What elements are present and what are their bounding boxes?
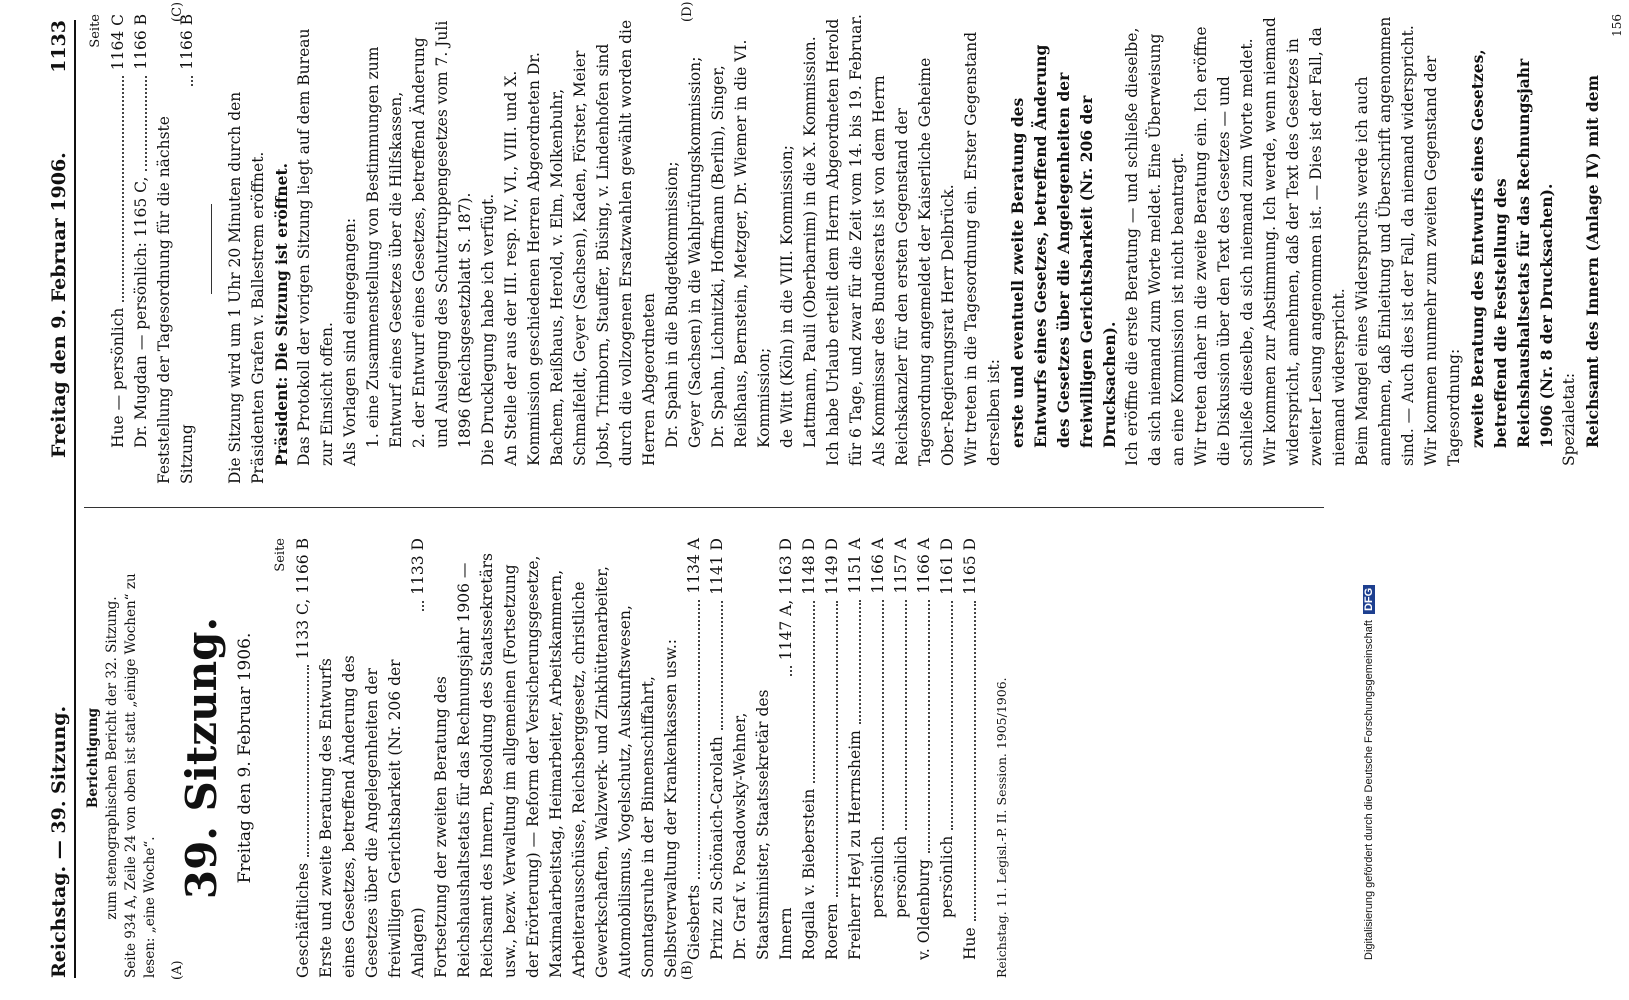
paragraph: zweite Beratung des Entwurfs eines Gesetzes, betreffend die Feststellung des Reichshaushaltsetats für das Rechnungsjahr 1906 (Nr. 8 der Drucksachen). <box>1468 49 1556 448</box>
paragraph: Wir kommen nunmehr zum zweiten Gegenstand der Tagesordnung: <box>1422 55 1463 466</box>
page-number: 1133 <box>48 20 70 73</box>
paragraph: Reichsamt des Innern (Anlage IV) mit dem <box>1583 75 1602 448</box>
right-column <box>84 14 1629 484</box>
header-date: Freitag den 9. Februar 1906. <box>48 152 70 458</box>
paragraph: Spezialetat: <box>1560 372 1578 466</box>
speaker-entry: Roeren 1149 D <box>823 538 841 960</box>
paragraph: Die Sitzung wird um 1 Uhr 20 Minuten durch den Präsidenten Grafen v. Ballestrem eröffnet. <box>226 91 267 484</box>
toc-entry: Dr. Mugdan — persönlich: 1165 C, 1166 B <box>132 14 150 448</box>
speaker-entry: persönlich 1161 D <box>938 538 956 918</box>
correction-text: Seite 934 A, Zeile 24 von oben ist statt „einige Wochen“ zu lesen: „eine Woche“. <box>123 573 158 978</box>
paragraph: Dr. Spahn, Lichnitzki, Hoffmann (Berlin), Singer, Reißhaus, Bernstein, Metzger, Dr. Wiemer in die VI. Kommission; <box>709 39 773 448</box>
header-left: Reichstag. — 39. Sitzung. <box>48 705 70 978</box>
paragraph: erste und eventuell zweite Beratung des Entwurfs eines Gesetzes, betreffend Änderung des Gesetzes über die Angelegenheiten der freiwilligen Gerichtsbarkeit (Nr. 206 der Drucksachen). <box>1008 44 1119 448</box>
paragraph: An Stelle der aus der III. resp. IV., VI., VIII. und X. Kommission geschiedenen Herren Abgeordneten Dr. Bachem, Reißhaus, Herold, v. Elm, Molkenbuhr, Schmalfeldt, Geyer (Sachsen), Kaden, Förster, Meier Jobst, Trimborn, Stauffer, Büsing, v. Lindenhofen sind durch die vollzogenen Ersatzwahlen gewählt worden die Herren Abgeordneten <box>502 19 658 466</box>
speaker-entry: Freiherr Heyl zu Herrnsheim 1151 A <box>846 538 864 960</box>
paragraph: Geyer (Sachsen) in die Wahlprüfungskommission; <box>686 56 704 448</box>
paragraph: Als Kommissar des Bundesrats ist von dem Herrn Reichskanzler für den ersten Gegenstand der Tagesordnung angemeldet der Kaiserliche Geheime Ober-Regierungsrat Herr Delbrück. <box>870 57 957 466</box>
paragraph: Die Drucklegung habe ich verfügt. <box>479 193 497 466</box>
session-date: Freitag den 9. Februar 1906. <box>235 632 255 884</box>
paragraph: Wir kommen zur Abstimmung. Ich werde, wenn niemand widerspricht, annehmen, daß der Text des Gesetzes in zweiter Lesung angenommen ist. — Dies ist der Fall, da niemand widerspricht. <box>1261 17 1348 466</box>
paragraph: Das Protokoll der vorigen Sitzung liegt auf dem Bureau zur Einsicht offen. <box>295 28 336 466</box>
toc-entry: Hue — persönlich 1164 C <box>109 14 127 448</box>
toc-entry: Fortsetzung der zweiten Beratung des Reichshaushaltsetats für das Rechnungsjahr 1906 — Reichsamt des Innern, Besoldung des Staatssekretärs usw., bezw. Verwaltung im allgemeinen (Fortsetzung der Erörterung) — Reform der Versicherungsgesetze, Maximalarbeitstag, Heimarbeiter, Arbeitskammern, Arbeiterausschüsse, Reichsberggesetz, christliche Gewerkschaften, Walzwerk- und Zinkhüttenarbeiter, Automobilismus, Vogelschutz, Auskunftswesen, Sonntagsruhe in der Binnenschiffahrt, Selbstverwaltung der Krankenkassen usw.: <box>432 553 680 978</box>
speaker-entry: persönlich 1166 A <box>869 538 887 918</box>
paragraph: 1. eine Zusammenstellung von Bestimmungen zum Entwurf eines Gesetzes über die Hilfskassen, <box>364 46 405 448</box>
section-rule <box>211 204 212 294</box>
seite-label-right: Seite <box>88 14 103 48</box>
toc-entry: Erste und zweite Beratung des Entwurfs eines Gesetzes, betreffend Änderung des Gesetzes über die Angelegenheiten der freiwilligen Gerichtsbarkeit (Nr. 206 der Anlagen) 1133 D <box>317 538 427 978</box>
speaker-entry: Dr. Graf v. Posadowsky-Wehner, Staatsminister, Staatssekretär des Innern 1147 A, 1163 D <box>731 538 795 960</box>
left-column <box>84 538 1013 978</box>
left-footer: Reichstag. 11. Legisl.-P. II. Session. 1905/1906. <box>994 677 1009 978</box>
correction-title: Berichtigung <box>85 707 101 809</box>
paragraph: Ich eröffne die erste Beratung — und schließe dieselbe, da sich niemand zum Worte meldet. Eine Überweisung an eine Kommission ist nicht beantragt. <box>1123 27 1187 466</box>
paragraph: Ich habe Urlaub erteilt dem Herrn Abgeordneten Herold für 6 Tage, und zwar für die Zeit vom 14. bis 19. Februar. <box>824 14 865 466</box>
toc-entry: Geschäftliches 1133 C, 1166 B <box>294 538 312 978</box>
speaker-entry: Prinz zu Schönaich-Carolath 1141 D <box>708 538 726 960</box>
margin-mark-b: (B) <box>680 960 695 980</box>
paragraph: Lattmann, Pauli (Oberbarnim) in die X. Kommission. <box>801 36 819 448</box>
seite-label: Seite <box>273 538 288 572</box>
paragraph: Beim Mangel eines Widerspruchs werde ich auch annehmen, daß Einleitung und Überschrift angenommen sind. — Auch dies ist der Fall, da niemand widerspricht. <box>1353 16 1417 466</box>
speaker-entry: Hue 1165 D <box>961 538 979 960</box>
speaker-entry: Rogalla v. Bieberstein 1148 D <box>800 538 818 960</box>
margin-mark-c: (C) <box>170 1 185 22</box>
session-title: 39. Sitzung. <box>177 616 226 900</box>
correction-subtitle: zum stenographischen Bericht der 32. Sitzung. <box>104 596 120 920</box>
margin-mark-a: (A) <box>170 960 185 980</box>
margin-mark-d: (D) <box>680 1 695 22</box>
speaker-entry: Giesberts 1134 A <box>685 538 703 960</box>
paragraph: Präsident: Die Sitzung ist eröffnet. <box>272 162 291 466</box>
column-divider <box>84 507 1324 508</box>
dfg-logo: DFG <box>1363 585 1375 614</box>
digitization-credit <box>1363 0 1379 1000</box>
paragraph: Wir treten in die Tagesordnung ein. Erster Gegenstand derselben ist: <box>962 31 1003 466</box>
paragraph: de Witt (Köln) in die VIII. Kommission; <box>778 145 796 448</box>
speaker-entry: persönlich 1157 A <box>892 538 910 918</box>
credit-text: Digitalisierung gefördert durch die Deutsche Forschungsgemeinschaft <box>1363 620 1375 960</box>
paragraph: Als Vorlagen sind eingegangen: <box>341 217 359 466</box>
signature-mark: 156 <box>1610 14 1624 37</box>
paragraph: Dr. Spahn in die Budgetkommission; <box>663 161 681 448</box>
paragraph: 2. der Entwurf eines Gesetzes, betreffend Änderung und Auslegung des Schutztruppengesetzes vom 7. Juli 1896 (Reichsgesetzblatt S. 187). <box>410 20 474 448</box>
toc-entry: Feststellung der Tagesordnung für die nächste Sitzung 1166 B <box>155 14 196 484</box>
paragraph: Wir treten daher in die zweite Beratung ein. Ich eröffne die Diskussion über den Text des Gesetzes — und schließe dieselbe, da sich niemand zum Worte meldet. <box>1192 26 1256 466</box>
speaker-entry: v. Oldenburg 1166 A <box>915 538 933 960</box>
page-header <box>48 20 76 978</box>
